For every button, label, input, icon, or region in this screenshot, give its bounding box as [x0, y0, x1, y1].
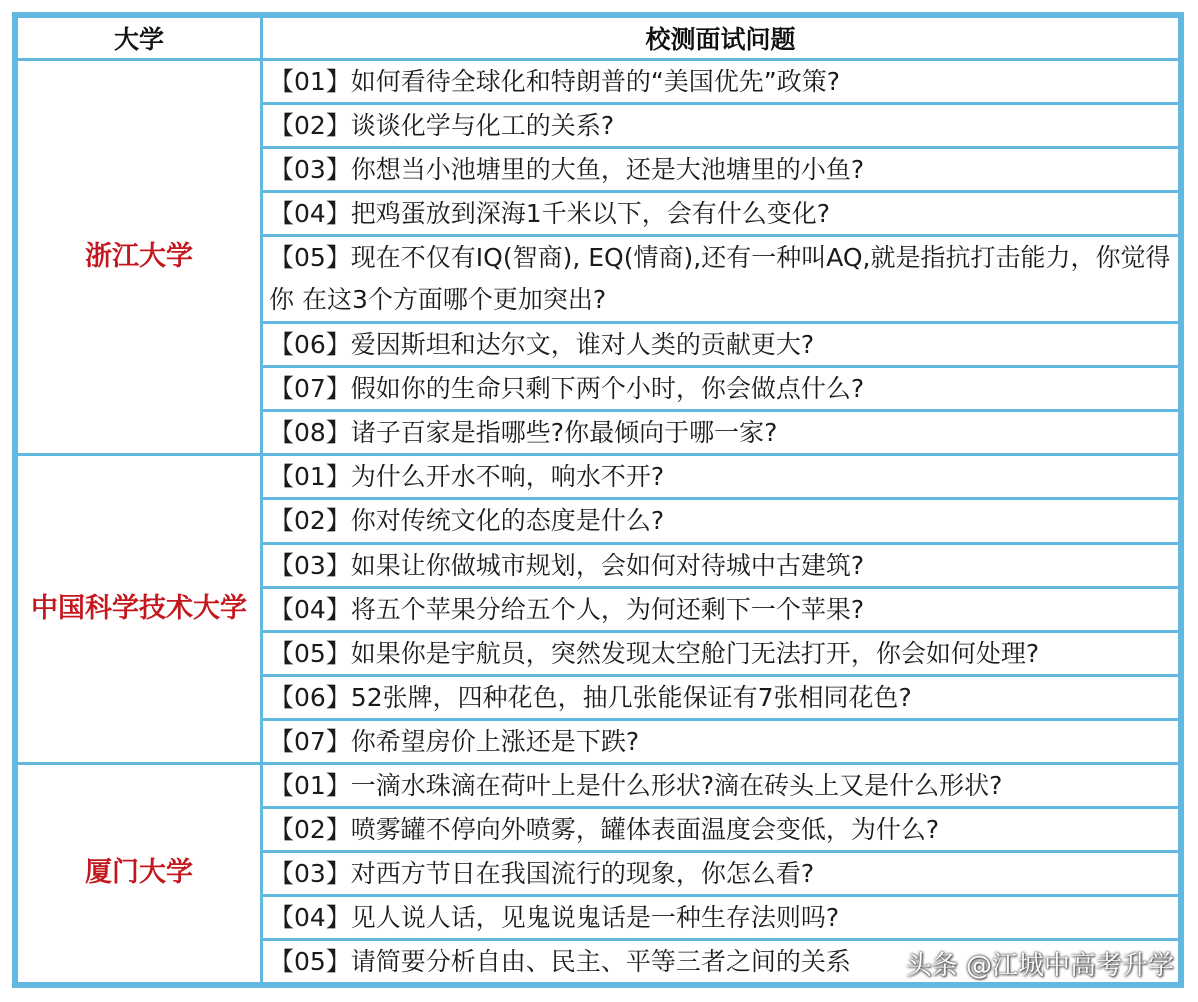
table-row — [17, 455, 1180, 499]
question-cell: 【05】如果你是宇航员，突然发现太空舱门无法打开，你会如何处理? — [262, 631, 1180, 675]
header-questions: 校测面试问题 — [262, 17, 1180, 60]
interview-questions-table — [12, 12, 1184, 988]
questions-table — [15, 15, 1181, 985]
question-cell: 【08】诸子百家是指哪些?你最倾向于哪一家? — [262, 411, 1180, 455]
question-cell: 【04】将五个苹果分给五个人，为何还剩下一个苹果? — [262, 587, 1180, 631]
question-cell: 【06】爱因斯坦和达尔文，谁对人类的贡献更大? — [262, 323, 1180, 367]
university-name-ustc: 中国科学技术大学 — [17, 455, 262, 763]
question-cell: 【02】你对传统文化的态度是什么? — [262, 499, 1180, 543]
question-cell: 【03】对西方节日在我国流行的现象，你怎么看? — [262, 851, 1180, 895]
question-cell: 【06】52张牌，四种花色，抽几张能保证有7张相同花色? — [262, 675, 1180, 719]
question-cell: 【07】你希望房价上涨还是下跌? — [262, 719, 1180, 763]
question-cell: 【01】一滴水珠滴在荷叶上是什么形状?滴在砖头上又是什么形状? — [262, 763, 1180, 807]
table-header-row — [17, 17, 1180, 60]
question-cell: 【05】请简要分析自由、民主、平等三者之间的关系 — [262, 939, 1180, 983]
question-cell: 【07】假如你的生命只剩下两个小时，你会做点什么? — [262, 367, 1180, 411]
question-cell: 【02】谈谈化学与化工的关系? — [262, 104, 1180, 148]
question-cell: 【03】你想当小池塘里的大鱼，还是大池塘里的小鱼? — [262, 148, 1180, 192]
question-cell: 【02】喷雾罐不停向外喷雾，罐体表面温度会变低，为什么? — [262, 807, 1180, 851]
university-name-zju: 浙江大学 — [17, 60, 262, 455]
watermark-text: 头条 @江城中高考升学 — [905, 951, 1174, 981]
question-cell: 【01】如何看待全球化和特朗普的“美国优先”政策? — [262, 60, 1180, 104]
question-cell: 【01】为什么开水不响，响水不开? — [262, 455, 1180, 499]
question-cell: 【04】见人说人话，见鬼说鬼话是一种生存法则吗? — [262, 895, 1180, 939]
table-row — [17, 60, 1180, 104]
question-cell: 【05】现在不仅有IQ(智商), EQ(情商),还有一种叫AQ,就是指抗打击能力，你觉得你 在这3个方面哪个更加突出? — [262, 236, 1180, 323]
university-name-xmu: 厦门大学 — [17, 763, 262, 983]
question-cell: 【03】如果让你做城市规划，会如何对待城中古建筑? — [262, 543, 1180, 587]
question-cell: 【04】把鸡蛋放到深海1千米以下，会有什么变化? — [262, 192, 1180, 236]
header-university: 大学 — [17, 17, 262, 60]
table-row — [17, 763, 1180, 807]
